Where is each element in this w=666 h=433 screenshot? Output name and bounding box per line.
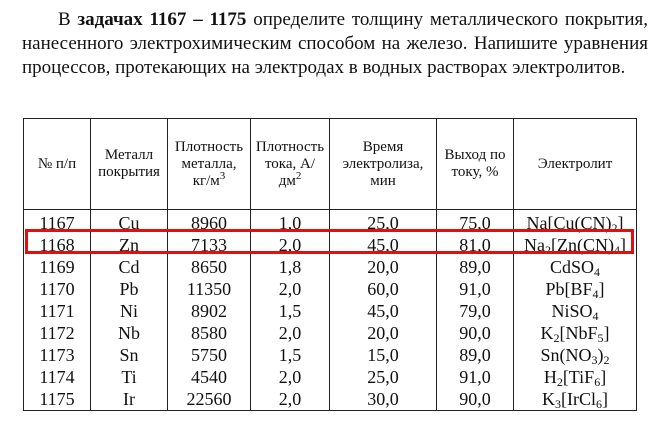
- table-row: [24, 366, 637, 388]
- intro-bold-range: задачах 1167 – 1175: [77, 9, 247, 30]
- cell-number: 1175: [24, 388, 91, 411]
- cell-number: 1171: [24, 300, 91, 322]
- cell-number: 1174: [24, 366, 91, 388]
- cell-density: 7133: [168, 234, 251, 256]
- cell-current-density: 1,8: [251, 256, 330, 278]
- cell-density: 8902: [168, 300, 251, 322]
- cell-current-density: 1,0: [251, 210, 330, 235]
- cell-time: 25,0: [330, 210, 437, 235]
- table-row: [24, 210, 637, 235]
- cell-yield: 81,0: [437, 234, 514, 256]
- cell-yield: 91,0: [437, 366, 514, 388]
- cell-yield: 75,0: [437, 210, 514, 235]
- problem-intro: [22, 8, 648, 80]
- cell-electrolyte: $H_2[TiF_6]$: [514, 366, 637, 388]
- cell-electrolyte: $Na[Cu(CN)_2]$: [514, 210, 637, 235]
- cell-time: 15,0: [330, 344, 437, 366]
- header-density: Плотность металла, $кг/м^3$: [168, 119, 251, 210]
- header-number: № п/п: [24, 119, 91, 210]
- header-yield: Выход по току, %: [437, 119, 514, 210]
- cell-time: 45,0: [330, 234, 437, 256]
- cell-time: 20,0: [330, 322, 437, 344]
- cell-time: 45,0: [330, 300, 437, 322]
- cell-electrolyte: NiSO$_4$: [514, 300, 637, 322]
- cell-metal: Pb: [91, 278, 168, 300]
- table-row: [24, 234, 637, 256]
- cell-metal: Cu: [91, 210, 168, 235]
- cell-current-density: 1,5: [251, 300, 330, 322]
- intro-prefix: В: [58, 9, 78, 30]
- cell-electrolyte: $K_2[NbF_5]$: [514, 322, 637, 344]
- cell-electrolyte: CdSO$_4$: [514, 256, 637, 278]
- table-header-row: [24, 119, 637, 210]
- cell-time: 60,0: [330, 278, 437, 300]
- cell-metal: Zn: [91, 234, 168, 256]
- cell-number: 1170: [24, 278, 91, 300]
- header-current-density: Плотность тока, $А/дм^2$: [251, 119, 330, 210]
- cell-number: 1172: [24, 322, 91, 344]
- cell-yield: 79,0: [437, 300, 514, 322]
- header-metal: Металл покрытия: [91, 119, 168, 210]
- data-table: [23, 118, 637, 411]
- cell-electrolyte: $Na_2[Zn(CN)_4]$: [514, 234, 637, 256]
- header-electrolyte: Электролит: [514, 119, 637, 210]
- table-body: [24, 210, 637, 411]
- cell-density: 5750: [168, 344, 251, 366]
- cell-electrolyte: $K_3[IrCl_6]$: [514, 388, 637, 411]
- cell-current-density: 2,0: [251, 234, 330, 256]
- intro-text: определите толщину металлического покрытия, нанесенного электрохимическим способом на железо. Напишите уравнения процессов, протекающих на электродах в водных растворах электролитов.: [22, 9, 648, 78]
- cell-metal: Nb: [91, 322, 168, 344]
- table-row: [24, 300, 637, 322]
- cell-time: 20,0: [330, 256, 437, 278]
- cell-current-density: 2,0: [251, 366, 330, 388]
- cell-current-density: 2,0: [251, 278, 330, 300]
- cell-time: 30,0: [330, 388, 437, 411]
- cell-current-density: 2,0: [251, 322, 330, 344]
- table-row: [24, 322, 637, 344]
- cell-metal: Ti: [91, 366, 168, 388]
- table-row: [24, 278, 637, 300]
- cell-density: 8580: [168, 322, 251, 344]
- cell-current-density: 1,5: [251, 344, 330, 366]
- cell-density: 8960: [168, 210, 251, 235]
- cell-density: 22560: [168, 388, 251, 411]
- cell-density: 11350: [168, 278, 251, 300]
- table-row: [24, 388, 637, 411]
- table-row: [24, 256, 637, 278]
- cell-electrolyte: $Sn(NO_3)_2$: [514, 344, 637, 366]
- cell-electrolyte: $Pb[BF_4]$: [514, 278, 637, 300]
- cell-current-density: 2,0: [251, 388, 330, 411]
- cell-yield: 89,0: [437, 256, 514, 278]
- header-time: Время электролиза, мин: [330, 119, 437, 210]
- cell-density: 4540: [168, 366, 251, 388]
- cell-metal: Ir: [91, 388, 168, 411]
- cell-metal: Ni: [91, 300, 168, 322]
- table-row: [24, 344, 637, 366]
- cell-number: 1167: [24, 210, 91, 235]
- cell-number: 1173: [24, 344, 91, 366]
- cell-yield: 89,0: [437, 344, 514, 366]
- cell-yield: 91,0: [437, 278, 514, 300]
- cell-yield: 90,0: [437, 388, 514, 411]
- cell-metal: Sn: [91, 344, 168, 366]
- cell-metal: Cd: [91, 256, 168, 278]
- cell-number: 1168: [24, 234, 91, 256]
- cell-number: 1169: [24, 256, 91, 278]
- cell-yield: 90,0: [437, 322, 514, 344]
- cell-density: 8650: [168, 256, 251, 278]
- cell-time: 25,0: [330, 366, 437, 388]
